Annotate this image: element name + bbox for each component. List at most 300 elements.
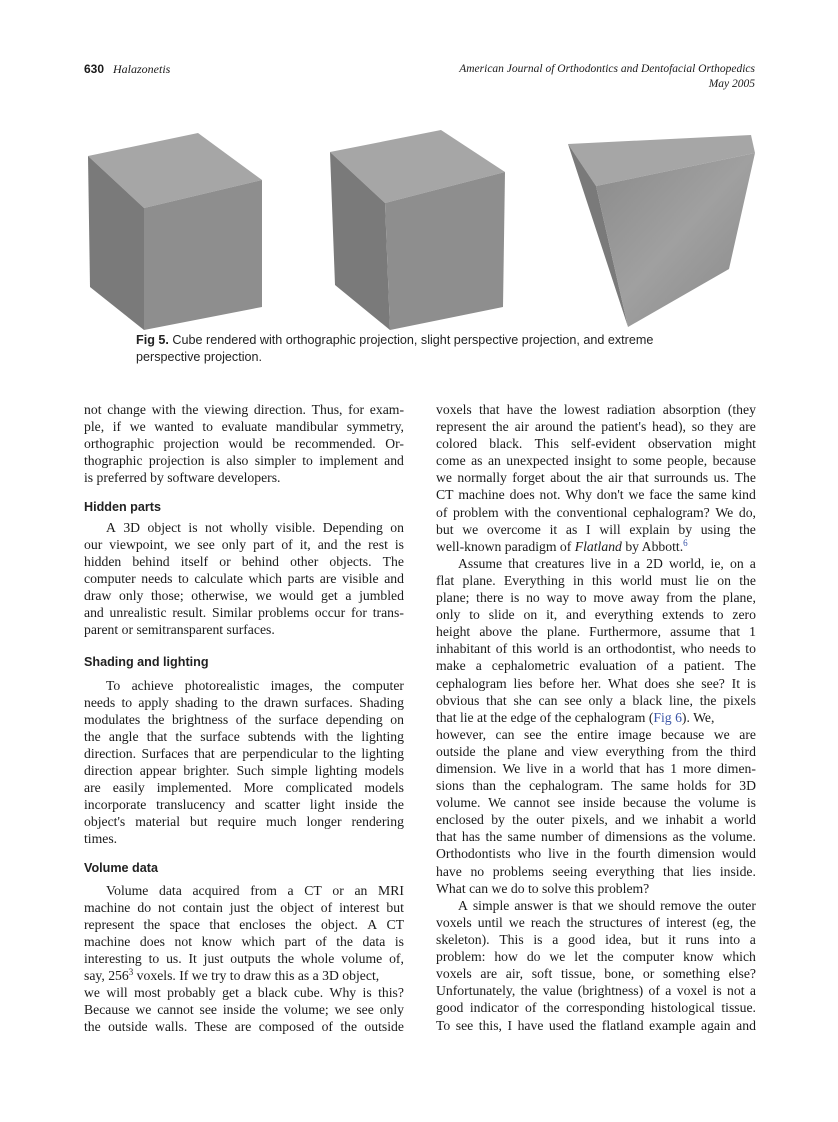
citation-link[interactable]: 6 — [683, 537, 688, 548]
text-span — [436, 709, 714, 726]
word: (brightness) — [577, 983, 644, 999]
word: cephalometric — [491, 658, 570, 674]
word: away — [630, 590, 660, 606]
word: the — [586, 470, 603, 486]
word: view — [571, 743, 599, 759]
word: the — [676, 487, 694, 503]
word: composed — [258, 1019, 315, 1035]
text-line — [84, 762, 404, 779]
word: to — [575, 590, 587, 606]
text-line — [436, 418, 756, 435]
word: corresponding — [566, 1000, 645, 1016]
word: only — [588, 692, 613, 708]
word: flat — [436, 572, 455, 588]
word: brighter. — [183, 762, 230, 778]
text-line — [436, 589, 756, 606]
word: needs — [141, 570, 173, 586]
word: dimension — [657, 846, 715, 862]
word: see — [356, 1002, 374, 1018]
word: the — [324, 677, 341, 693]
text-line — [436, 726, 756, 743]
text-line — [84, 536, 404, 553]
running-author: Halazonetis — [113, 62, 171, 76]
text-line — [436, 1017, 756, 1034]
word: in — [573, 572, 584, 588]
word: this — [512, 641, 532, 657]
word: the — [689, 829, 707, 845]
word: simple — [472, 897, 510, 913]
word: voxels — [436, 402, 472, 417]
word: who — [517, 846, 542, 862]
word: that — [486, 692, 507, 708]
paragraph — [84, 519, 404, 639]
word: self-evident — [571, 436, 636, 452]
text-line — [84, 728, 404, 745]
word: This — [499, 932, 524, 948]
paragraph — [436, 897, 756, 1034]
word: surrounds — [654, 470, 709, 486]
word: they — [709, 419, 734, 435]
cube-orthographic — [88, 133, 262, 330]
word: but — [190, 814, 208, 830]
word: the — [578, 419, 596, 435]
word: cube. — [293, 985, 324, 1001]
word: example — [649, 1017, 696, 1033]
word: inside — [222, 1002, 256, 1018]
word: a — [345, 587, 352, 603]
word: acquired — [192, 882, 240, 898]
word: who — [680, 641, 705, 657]
word: We — [715, 504, 734, 520]
word: number — [541, 829, 583, 845]
word: that — [719, 624, 741, 640]
word: structures — [589, 914, 643, 930]
word: observation — [647, 436, 712, 452]
text-line — [436, 743, 756, 760]
word: ie, — [710, 555, 724, 571]
word: indicator — [469, 1000, 519, 1016]
word: We — [488, 795, 506, 811]
word: computer — [622, 949, 675, 965]
word: It — [731, 675, 741, 691]
word: world — [536, 641, 569, 657]
word: plane, — [722, 590, 756, 606]
word: of — [315, 933, 327, 949]
word: object. — [321, 916, 358, 932]
word: inside — [582, 795, 616, 811]
word: in — [617, 555, 628, 571]
word: which — [722, 949, 756, 965]
word: is — [533, 932, 543, 948]
word: hidden — [84, 553, 122, 569]
word: cephalogram? — [632, 504, 710, 520]
word: the — [534, 504, 551, 520]
word: black — [257, 985, 288, 1001]
text-line — [84, 813, 404, 830]
caption-text-cont: perspective projection. — [136, 350, 263, 364]
word: assume — [670, 624, 711, 640]
word: visible. — [275, 519, 316, 535]
word: calculate — [194, 570, 243, 586]
text-line — [436, 623, 756, 640]
word: To — [106, 677, 121, 693]
word: of — [235, 711, 248, 727]
word: A — [458, 897, 468, 913]
word: remove — [660, 897, 702, 913]
word: the — [579, 1017, 597, 1033]
word: CT — [436, 487, 454, 503]
word: we — [129, 419, 146, 435]
word: to — [712, 607, 724, 623]
text-segment: that lie at the edge of the cephalogram ( — [436, 709, 654, 725]
word: has — [461, 829, 481, 845]
word: the — [673, 795, 691, 811]
word: part — [253, 536, 275, 552]
word: the — [181, 402, 199, 417]
word: viewing — [204, 402, 249, 417]
word: volume; — [283, 1002, 329, 1018]
word: interest — [665, 914, 707, 930]
word: Depending — [322, 519, 383, 535]
text-line — [436, 572, 756, 589]
word: data — [159, 882, 182, 898]
word: move — [593, 590, 624, 606]
word: of — [495, 641, 508, 657]
text-span — [84, 967, 379, 984]
word: normally — [457, 470, 507, 486]
word: which — [241, 933, 275, 949]
word: are — [220, 745, 237, 761]
word: (they — [727, 402, 756, 417]
word: require — [217, 814, 257, 830]
word: plane — [507, 743, 537, 759]
word: easily — [112, 780, 145, 796]
word: dimension. — [436, 761, 497, 777]
word: everything — [605, 743, 665, 759]
word: not — [174, 933, 193, 949]
word: volume. — [436, 795, 481, 811]
word: see — [557, 795, 576, 811]
word: us. — [166, 950, 182, 966]
word: the — [705, 743, 723, 759]
word: material — [135, 814, 181, 830]
word: or — [332, 882, 344, 898]
word: behind — [241, 553, 280, 569]
word: something — [662, 966, 720, 982]
text-line — [84, 899, 404, 916]
word: can — [538, 692, 558, 708]
word: Such — [236, 762, 264, 778]
word: everything — [595, 863, 655, 879]
word: in — [575, 846, 587, 862]
text-line — [84, 745, 404, 762]
word: we — [255, 587, 272, 603]
text-line — [436, 897, 756, 914]
word: computer — [352, 677, 404, 693]
page-number: 630 — [84, 62, 105, 76]
word: because — [622, 795, 667, 811]
word: rest — [368, 536, 388, 552]
word: cannot — [513, 795, 551, 811]
word: Volume — [106, 882, 149, 898]
word: on — [390, 711, 404, 727]
word: Why — [565, 487, 592, 503]
word: has — [645, 761, 665, 777]
word: an — [487, 453, 501, 469]
word: from — [666, 590, 693, 606]
text-line — [436, 948, 756, 965]
word: make — [436, 658, 466, 674]
word: that — [146, 728, 168, 744]
word: the — [256, 899, 274, 915]
word: evaluate — [221, 419, 268, 435]
word: we — [642, 812, 659, 828]
word: does — [139, 933, 165, 949]
word: we — [462, 521, 479, 537]
word: it, — [546, 607, 558, 623]
word: again — [701, 1017, 731, 1033]
word: so — [691, 419, 704, 435]
text-line — [436, 606, 756, 623]
word: from — [671, 743, 699, 759]
word: object — [147, 519, 181, 535]
word: not — [84, 402, 102, 417]
word: on — [523, 607, 538, 623]
word: viewpoint, — [109, 536, 168, 552]
text-line — [84, 677, 404, 694]
word: we — [135, 1002, 152, 1018]
word: the — [699, 692, 717, 708]
word: that — [663, 863, 684, 879]
word: a — [665, 983, 672, 999]
word: are — [84, 780, 101, 796]
word: the — [542, 1000, 560, 1016]
word: whole — [300, 950, 335, 966]
word: height — [436, 624, 471, 640]
section-heading: Volume data — [84, 861, 158, 875]
word: might — [724, 436, 756, 452]
word: is — [510, 590, 520, 606]
word: represent — [436, 419, 487, 435]
word: into — [718, 932, 741, 948]
word: pixels, — [571, 812, 608, 828]
word: the — [387, 797, 404, 813]
word: a — [749, 932, 756, 948]
word: plane; — [436, 590, 470, 606]
word: the — [521, 624, 538, 640]
word: direction. — [253, 402, 306, 417]
word: is — [394, 933, 404, 949]
word: a — [287, 882, 294, 898]
word: with — [304, 728, 329, 744]
word: forget — [512, 470, 545, 486]
text-line — [436, 435, 756, 452]
word: CT — [386, 916, 404, 932]
text-line — [84, 621, 404, 638]
word: needs — [84, 694, 116, 710]
word: everything — [594, 607, 654, 623]
word: we — [174, 536, 191, 552]
word: but — [641, 932, 659, 948]
word: live — [526, 761, 547, 777]
word: see — [524, 726, 542, 742]
word: implemented. — [156, 780, 232, 796]
word: to — [178, 570, 189, 586]
word: not. — [539, 487, 561, 503]
word: Because — [84, 1002, 130, 1018]
word: and — [544, 743, 565, 759]
word: the — [739, 521, 756, 537]
word: (eg, — [712, 914, 734, 930]
word: plane. — [462, 572, 496, 588]
word: an — [588, 641, 601, 657]
word: encloses — [239, 916, 286, 932]
text-line — [436, 555, 756, 572]
text-line — [84, 984, 404, 1001]
word: of — [525, 1000, 537, 1016]
word: insight — [574, 453, 612, 469]
word: entire — [577, 726, 609, 742]
word: does — [509, 487, 535, 503]
word: objects. — [329, 553, 372, 569]
word: this, — [478, 1017, 502, 1033]
word: enclosed — [436, 812, 484, 828]
word: she — [676, 675, 695, 691]
word: 2D — [646, 555, 663, 571]
word: soft — [531, 966, 553, 982]
word: orthodontist, — [605, 641, 676, 657]
word: or — [642, 966, 655, 982]
word: we — [549, 949, 566, 965]
text-line — [436, 452, 756, 469]
word: apply — [138, 694, 169, 710]
word: is — [394, 536, 404, 552]
word: we — [628, 487, 645, 503]
text-line — [436, 931, 756, 948]
word: a — [749, 555, 756, 571]
figure-reference-link[interactable]: Fig 6 — [653, 709, 682, 725]
word: appear — [139, 762, 177, 778]
word: projection — [163, 436, 219, 452]
word: of, — [389, 950, 404, 966]
word: be — [272, 436, 286, 452]
text-line — [436, 828, 756, 845]
word: conventional — [556, 504, 628, 520]
figure-5-cubes — [0, 0, 838, 330]
word: simpler — [254, 453, 296, 469]
text-line — [436, 469, 756, 486]
word: the — [143, 916, 161, 932]
word: see? — [701, 675, 725, 691]
word: otherwise, — [191, 587, 248, 603]
word: perpendicular — [242, 745, 318, 761]
word: wanted — [154, 419, 194, 435]
word: the — [504, 778, 521, 794]
word: know — [201, 933, 232, 949]
word: not — [158, 899, 176, 915]
word: interest — [339, 899, 380, 915]
word: the — [344, 536, 362, 552]
word: we — [597, 897, 614, 913]
word: draw — [84, 587, 112, 603]
word: the — [84, 1019, 101, 1035]
word: than — [472, 778, 496, 794]
word: outside — [108, 1019, 148, 1035]
word: translucency — [156, 797, 226, 813]
word: the — [340, 1019, 358, 1035]
word: subtends — [247, 728, 296, 744]
word: zero — [732, 607, 756, 623]
word: to — [323, 745, 334, 761]
word: part — [284, 933, 306, 949]
text-line — [436, 794, 756, 811]
word: our — [84, 536, 103, 552]
word: most — [134, 985, 161, 1001]
word: obvious — [436, 692, 480, 708]
word: The — [611, 778, 633, 794]
word: world — [620, 572, 653, 588]
word: outside — [364, 1019, 404, 1035]
text-line — [84, 587, 404, 604]
word: behind — [132, 553, 170, 569]
word: let — [574, 949, 588, 965]
word: machine — [458, 487, 505, 503]
word: but — [386, 899, 404, 915]
word: us. — [713, 470, 730, 486]
word: represent — [84, 916, 135, 932]
word: to — [121, 694, 133, 710]
word: overcome — [486, 521, 541, 537]
word: to — [469, 607, 480, 623]
word: the — [294, 916, 312, 932]
word: To — [436, 1017, 451, 1033]
word: inhabitant — [436, 641, 491, 657]
word: the — [336, 933, 353, 949]
word: problem: — [436, 949, 486, 965]
word: that — [572, 897, 593, 913]
word: occur — [314, 604, 346, 620]
word: patient's — [601, 419, 647, 435]
word: a — [749, 983, 756, 999]
word: trans- — [372, 604, 404, 620]
word: we — [334, 1002, 351, 1018]
text-line — [84, 1001, 404, 1018]
paragraph — [84, 401, 404, 486]
word: or — [219, 553, 231, 569]
word: which — [248, 570, 282, 586]
word: this? — [378, 985, 404, 1001]
word: for — [350, 604, 367, 620]
word: we — [508, 914, 525, 930]
word: way — [546, 590, 570, 606]
word: good — [436, 1000, 464, 1016]
text-span — [436, 538, 688, 555]
word: flatland — [601, 1017, 644, 1033]
word: as — [672, 829, 685, 845]
word: volume. — [711, 829, 756, 845]
text-line — [436, 486, 756, 503]
text-line — [436, 760, 756, 777]
word: will — [599, 521, 621, 537]
word: and — [84, 604, 104, 620]
word: and — [566, 607, 586, 623]
word: tissue. — [721, 1000, 756, 1016]
paragraph — [436, 555, 756, 897]
word: creatures — [534, 555, 585, 571]
word: the — [706, 897, 723, 913]
word: should — [618, 897, 656, 913]
text-line — [436, 965, 756, 982]
